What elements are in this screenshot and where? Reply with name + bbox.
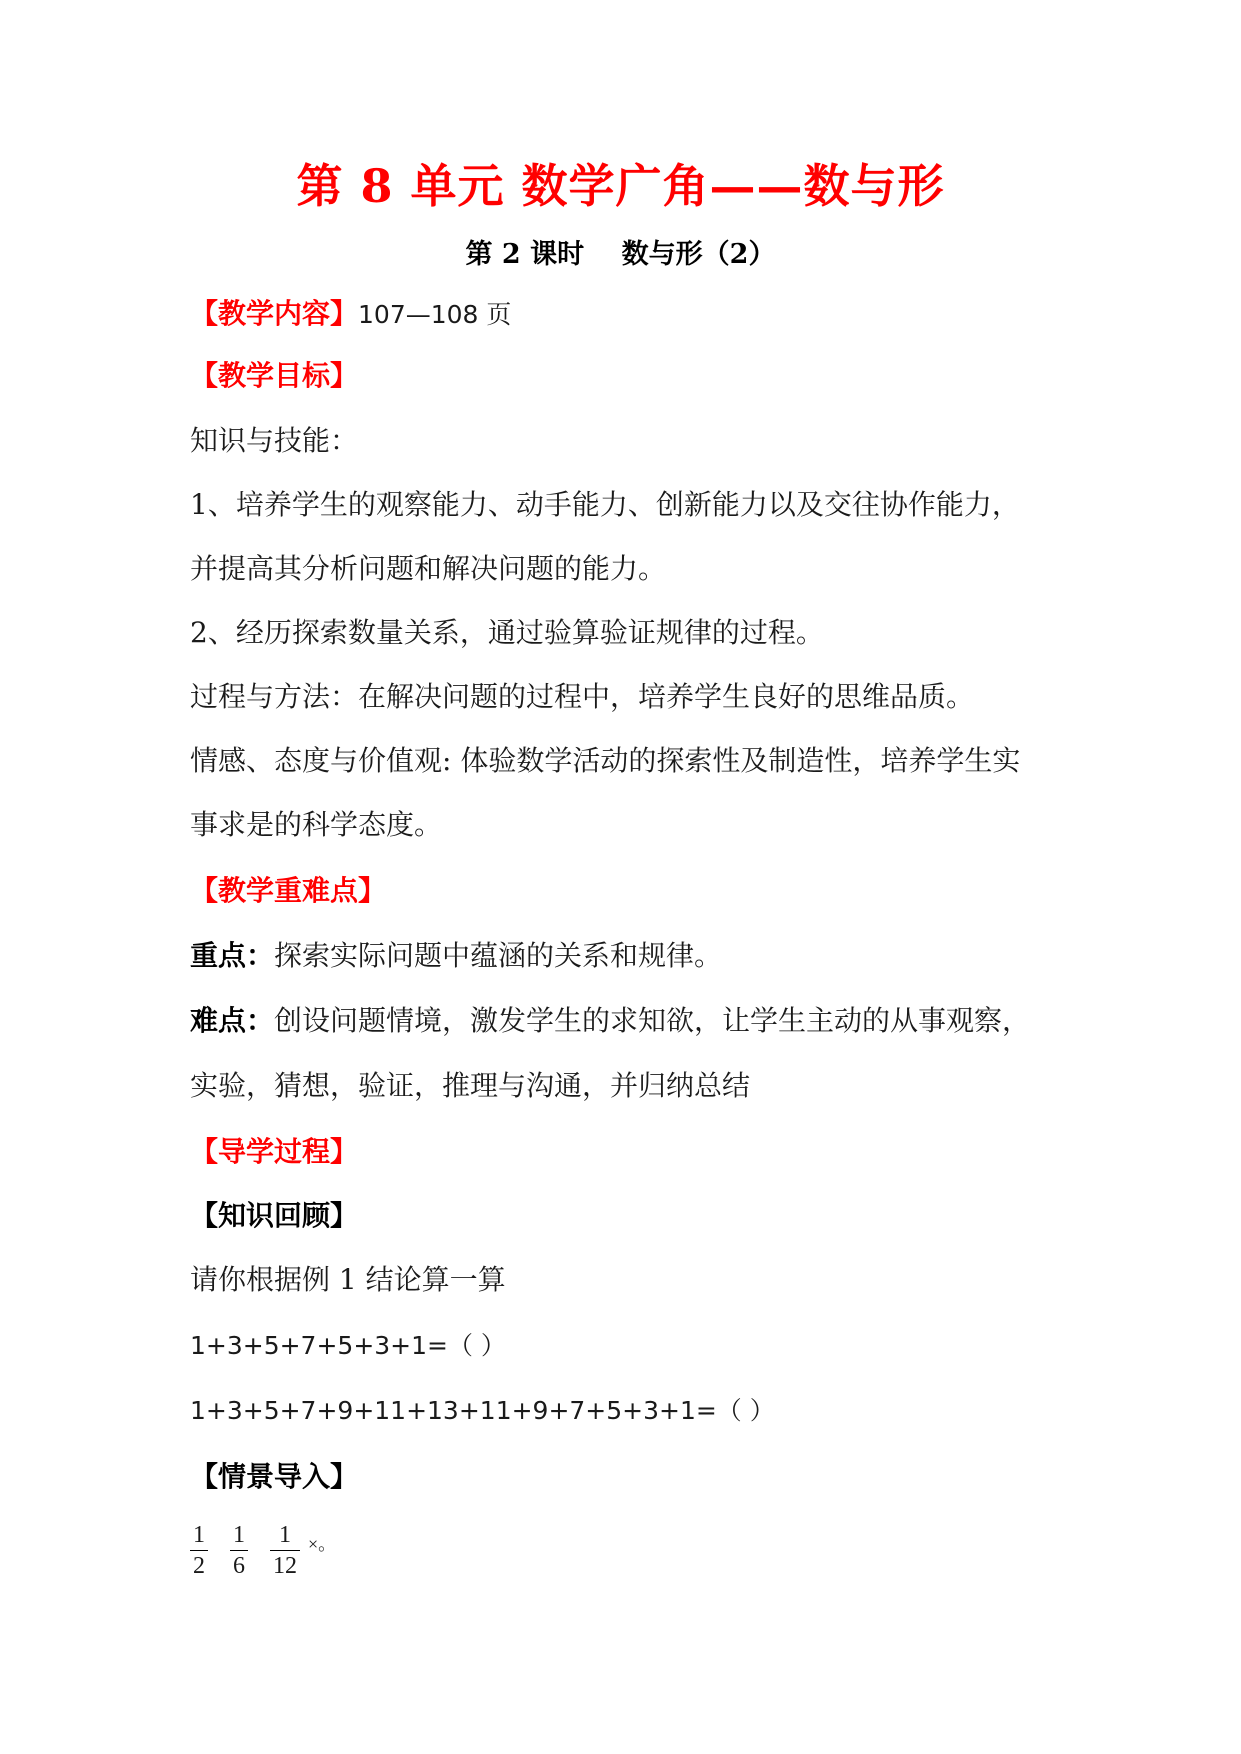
difficulty-line-2: 实验，猜想，验证，推理与沟通，并归纳总结 — [190, 1069, 751, 1102]
objectives-heading: 【教学目标】 — [190, 359, 359, 392]
lesson-subtitle: 第 2 课时 数与形（2） — [465, 239, 776, 270]
fraction-row — [190, 1522, 336, 1592]
fraction-denominator: 2 — [193, 1553, 205, 1579]
process-method: 过程与方法：在解决问题的过程中，培养学生良好的思维品质。 — [190, 680, 975, 713]
focus-line — [190, 938, 722, 974]
equation-1: 1+3+5+7+5+3+1=（ ） — [190, 1331, 506, 1360]
review-prompt: 请你根据例 1 结论算一算 — [190, 1263, 506, 1296]
fraction-half — [190, 1522, 208, 1579]
fraction-tail: ×。 — [308, 1534, 337, 1554]
emotion-line-1: 情感、态度与价值观: 体验数学活动的探索性及制造性，培养学生实 — [190, 744, 1021, 777]
objective-item-1-line-1: 1、培养学生的观察能力、动手能力、创新能力以及交往协作能力， — [190, 488, 1020, 521]
review-heading: 【知识回顾】 — [190, 1199, 359, 1232]
fraction-denominator: 12 — [273, 1553, 297, 1579]
guide-heading: 【导学过程】 — [190, 1135, 359, 1168]
knowledge-label: 知识与技能： — [190, 424, 359, 457]
focus-text: 探索实际问题中蕴涵的关系和规律。 — [274, 939, 723, 972]
fraction-numerator: 1 — [279, 1522, 291, 1548]
fraction-denominator: 6 — [233, 1553, 245, 1579]
content-line — [190, 296, 511, 333]
difficulty-label: 难点： — [190, 1004, 275, 1037]
difficulty-line-1 — [190, 1003, 1030, 1039]
fraction-numerator: 1 — [233, 1522, 245, 1548]
page-title: 第 8 单元 数学广角——数与形 — [296, 159, 945, 213]
fraction-numerator: 1 — [193, 1522, 205, 1548]
scene-heading: 【情景导入】 — [190, 1460, 359, 1493]
content-heading: 【教学内容】 — [190, 297, 359, 330]
objective-item-2: 2、经历探索数量关系，通过验算验证规律的过程。 — [190, 616, 824, 649]
objective-item-1-line-2: 并提高其分析问题和解决问题的能力。 — [190, 552, 667, 585]
equation-2: 1+3+5+7+9+11+13+11+9+7+5+3+1=（ ） — [190, 1396, 775, 1425]
difficulty-text: 创设问题情境，激发学生的求知欲，让学生主动的从事观察， — [274, 1004, 1031, 1037]
fraction-twelfth — [270, 1522, 300, 1579]
fraction-sixth — [230, 1522, 248, 1579]
content-pages: 107—108 页 — [358, 300, 512, 329]
emotion-line-2: 事求是的科学态度。 — [190, 808, 443, 841]
key-points-heading: 【教学重难点】 — [190, 874, 387, 907]
focus-label: 重点： — [190, 939, 275, 972]
